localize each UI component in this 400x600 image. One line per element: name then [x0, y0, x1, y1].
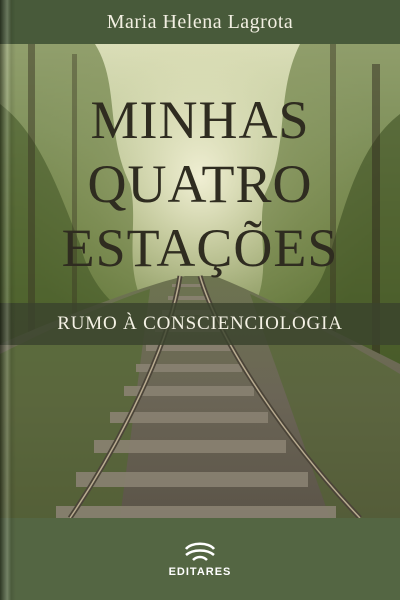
- title-line-2: QUATRO: [87, 154, 313, 214]
- title-line-3: ESTAÇÕES: [61, 218, 339, 278]
- book-spine-shadow: [0, 0, 16, 600]
- publisher-band: [0, 518, 400, 600]
- publisher-name: EDITARES: [168, 566, 232, 578]
- author-band: [0, 0, 400, 44]
- publisher-logo-icon: [183, 540, 217, 564]
- title-line-1: MINHAS: [90, 90, 310, 150]
- author-name: Maria Helena Lagrota: [106, 10, 294, 33]
- book-title: [0, 88, 400, 280]
- book-subtitle: RUMO À CONSCIENCIOLOGIA: [57, 313, 343, 334]
- subtitle-band: [0, 303, 400, 345]
